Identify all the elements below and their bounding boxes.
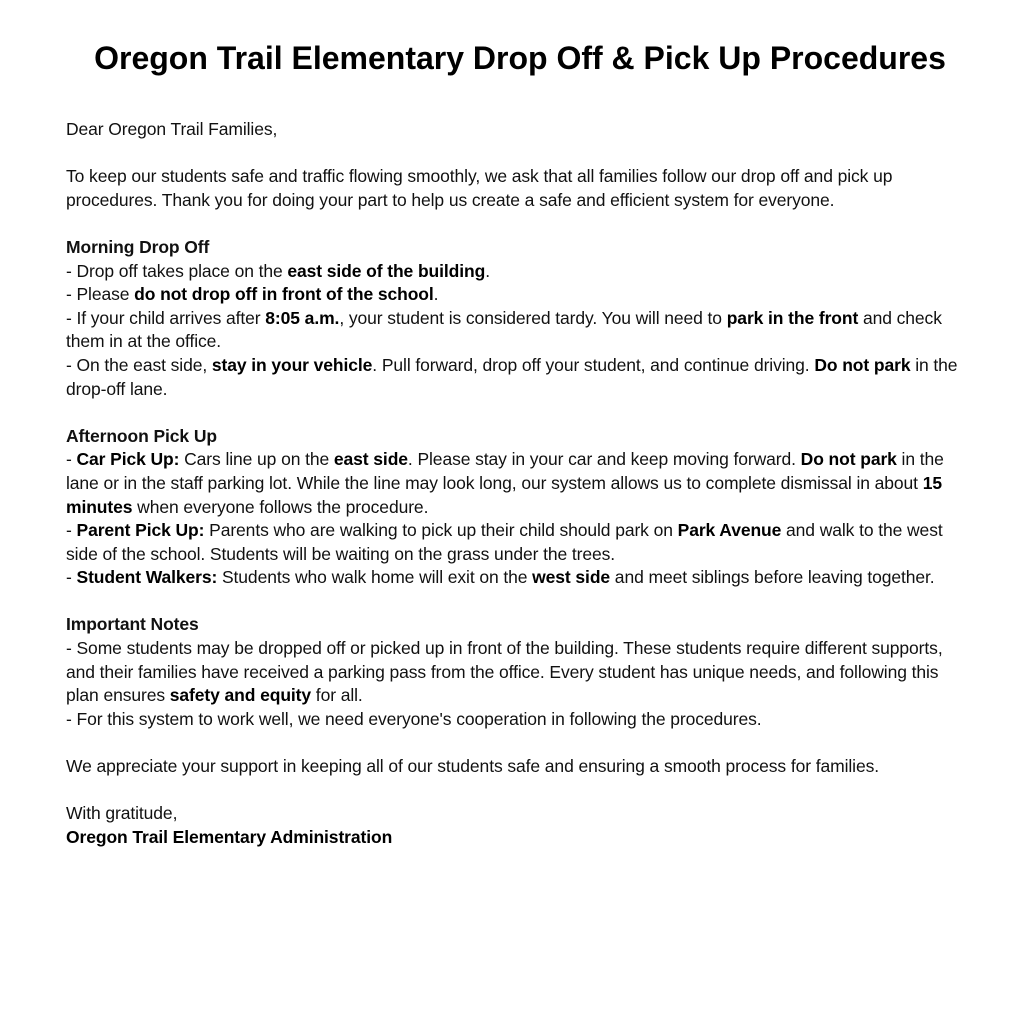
afternoon-item: - Parent Pick Up: Parents who are walking to pick up their child should park on Park Avenue and walk to the west side of the school. Students will be waiting on the grass under the trees. — [66, 520, 943, 564]
afternoon-pick-up-section — [66, 425, 974, 590]
important-notes-heading: Important Notes — [66, 614, 199, 635]
morning-drop-off-heading: Morning Drop Off — [66, 236, 210, 257]
afternoon-item: - Student Walkers: Students who walk home will exit on the west side and meet siblings before leaving together. — [66, 567, 935, 588]
morning-item: - On the east side, stay in your vehicle. Pull forward, drop off your student, and continue driving. Do not park in the drop-off lane. — [66, 354, 958, 399]
document-body — [66, 118, 974, 849]
greeting: Dear Oregon Trail Families, — [66, 119, 278, 139]
afternoon-item: - Car Pick Up: Cars line up on the east side. Please stay in your car and keep moving forward. Do not park in the lane or in the staff parking lot. While the line may look long, our system allows us to complete dismissal in about 15 minutes when everyone follows the procedure. — [66, 449, 944, 517]
signature: Oregon Trail Elementary Administration — [66, 826, 393, 847]
document-title: Oregon Trail Elementary Drop Off & Pick Up Procedures — [94, 40, 946, 76]
notes-item: - For this system to work well, we need everyone's cooperation in following the procedures. — [66, 708, 762, 729]
morning-item: - Please do not drop off in front of the school. — [66, 284, 439, 305]
notes-item: - Some students may be dropped off or picked up in front of the building. These students require different supports, and their families have received a parking pass from the office. Every student has unique needs, and following this plan ensures safety and equity for all. — [66, 638, 943, 706]
morning-drop-off-section — [66, 236, 974, 401]
morning-item: - If your child arrives after 8:05 a.m., your student is considered tardy. You will need to park in the front and check them in at the office. — [66, 307, 942, 352]
important-notes-section — [66, 613, 974, 731]
closing-paragraph: We appreciate your support in keeping all of our students safe and ensuring a smooth process for families. — [66, 756, 880, 777]
intro-paragraph: To keep our students safe and traffic flowing smoothly, we ask that all families follow our drop off and pick up procedures. Thank you for doing your part to help us create a safe and efficient system for everyone. — [66, 166, 893, 210]
afternoon-pick-up-heading: Afternoon Pick Up — [66, 425, 217, 446]
morning-item: - Drop off takes place on the east side of the building. — [66, 260, 490, 281]
closing-line: With gratitude, — [66, 803, 178, 824]
